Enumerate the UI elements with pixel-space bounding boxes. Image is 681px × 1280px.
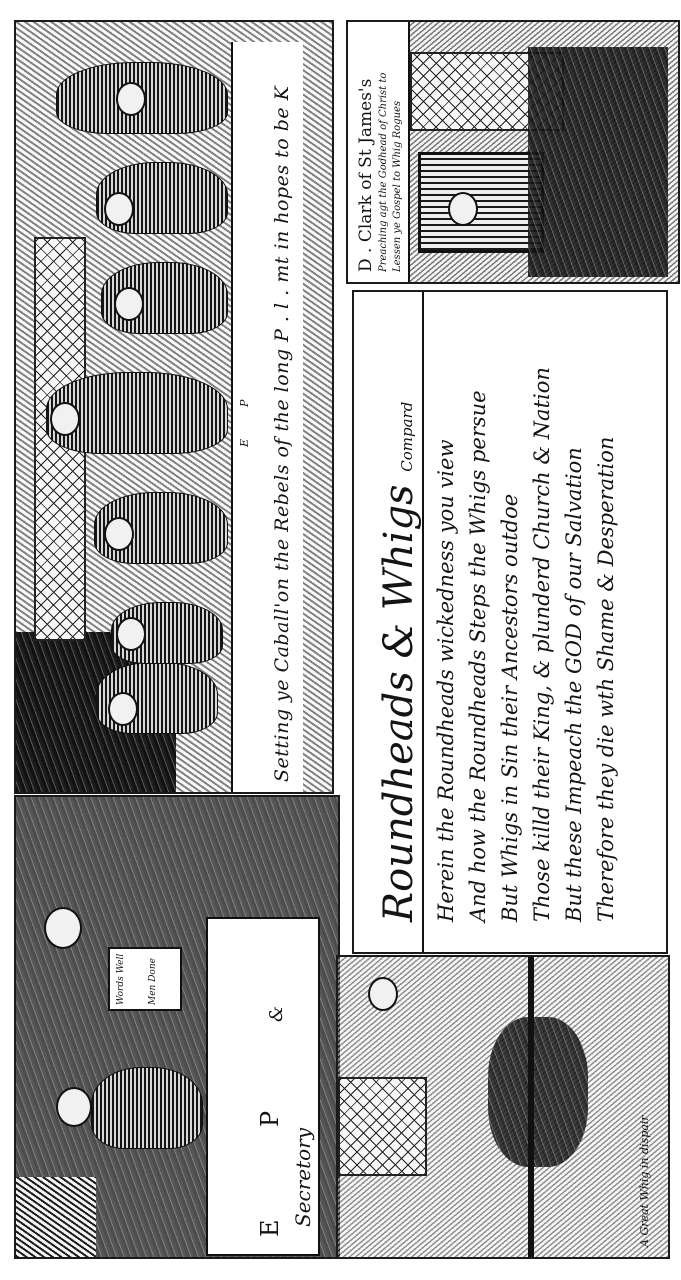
poem-panel — [352, 290, 668, 954]
secretary-label: Secretory — [291, 1127, 315, 1227]
poem-title-text: Roundheads & Whigs — [376, 484, 422, 922]
despair-caption: A Great Whig in dispair — [638, 1115, 651, 1247]
table-letter: E — [238, 438, 251, 447]
cabal-scene-panel — [14, 20, 334, 794]
secretary-figure-head — [44, 907, 82, 949]
writer-figure-head — [56, 1087, 92, 1127]
despair-ground — [528, 957, 534, 1257]
despair-window — [338, 1077, 427, 1176]
secretary-floor — [16, 1177, 96, 1257]
preacher-caption-text: Lessen ye Gospel to Whig Rogues — [392, 100, 403, 272]
preacher-caption-text: Preaching agt the Godhead of Christ to — [378, 72, 389, 272]
secretary-book — [108, 947, 182, 1011]
cabal-figure-head — [108, 692, 138, 726]
poem-line: But these Impeach the GOD of our Salvation — [562, 447, 586, 922]
cabal-figure-head — [116, 82, 146, 116]
poem-verse — [430, 367, 622, 922]
cabal-figure-head — [104, 517, 134, 551]
secretary-letter: & — [266, 1005, 287, 1022]
secretary-letter: P — [256, 1110, 284, 1127]
secretary-letter: E — [256, 1219, 284, 1237]
pulpit — [418, 152, 544, 253]
congregation — [528, 47, 668, 277]
secretary-scene-panel — [14, 795, 340, 1259]
cabal-figure-head — [116, 617, 146, 651]
poem-line: Therefore they die wth Shame & Desperation — [594, 436, 618, 922]
cabal-caption: Setting ye Caball'on the Rebels of the long P . l . mt in hopes to be K — [271, 85, 293, 782]
preacher-scene-panel — [346, 20, 680, 284]
writer-figure — [91, 1067, 203, 1149]
preacher-head — [448, 192, 478, 226]
preacher-caption-strip — [348, 22, 410, 282]
poem-title-rule — [422, 292, 424, 952]
book-left-text: Words Well — [116, 953, 126, 1005]
cabal-figure-head — [50, 402, 80, 436]
poem-line: But Whigs in Sin their Ancestors outdoe — [498, 493, 522, 922]
poem-line: Those killd their King, & plunderd Church & Nation — [530, 367, 554, 922]
cabal-figure-head — [104, 192, 134, 226]
table-letter: P — [238, 399, 251, 407]
preacher-caption-title: D . Clark of St James's — [356, 78, 376, 272]
despair-figure-head — [368, 977, 398, 1011]
book-right-text: Men Done — [148, 958, 158, 1005]
despair-scene-panel — [336, 955, 670, 1259]
despair-figure — [488, 1017, 588, 1167]
poem-title — [376, 402, 422, 922]
poem-line: Herein the Roundheads wickedness you view — [434, 439, 458, 922]
cabal-figure-head — [114, 287, 144, 321]
poem-line: And how the Roundheads Steps the Whigs persue — [466, 390, 490, 922]
poem-title-suffix: Compard — [398, 401, 416, 472]
